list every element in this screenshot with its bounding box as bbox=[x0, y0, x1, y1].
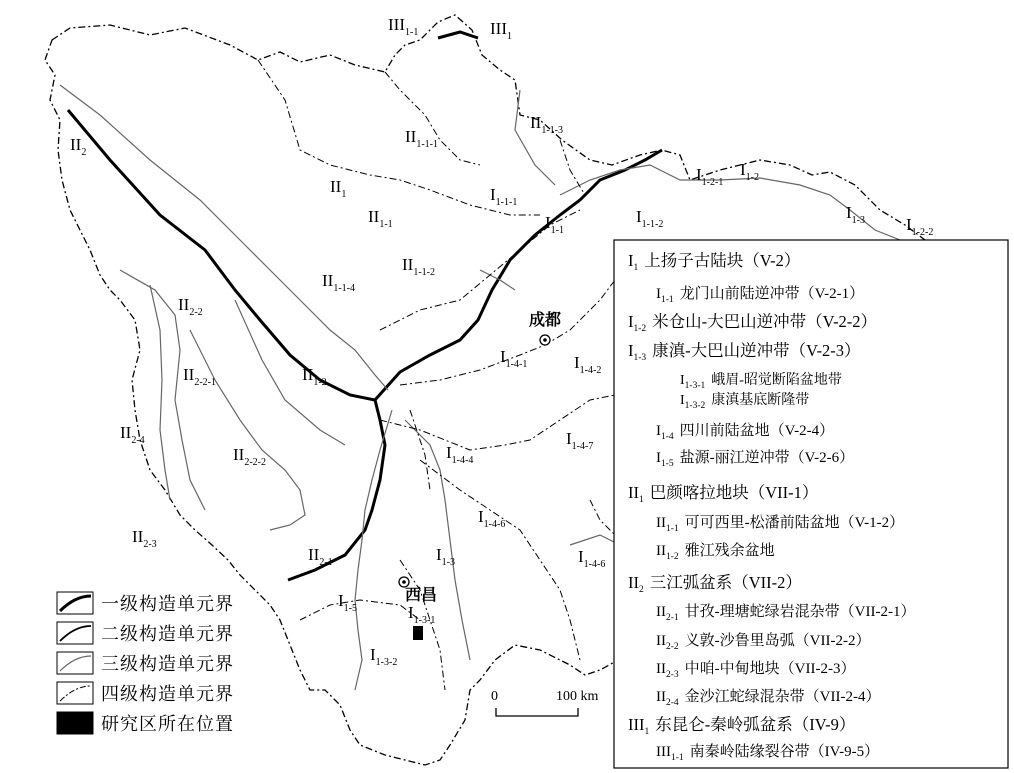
scale-zero: 0 bbox=[491, 689, 498, 704]
key-entry-I1-3-1: $I_{1-3-1}$ 峨眉-昭觉断陷盆地带 bbox=[680, 373, 842, 391]
key-entry-I1-3: $I_{1-3}$ 康滇-大巴山逆冲带（V-2-3） bbox=[628, 341, 861, 363]
level1-boundary-north bbox=[438, 32, 478, 38]
unit-label-I1-4-6: $I_{1-4-6}$ bbox=[478, 507, 506, 530]
key-entry-III1-1: $III_{1-1}$ 南秦岭陆缘裂谷带（IV-9-5） bbox=[656, 744, 880, 763]
unit-label-I1-2-2: $I_{1-2-2}$ bbox=[906, 215, 934, 238]
key-entry-II2-1: $II_{2-1}$ 甘孜-理塘蛇绿岩混杂带（VII-2-1） bbox=[656, 604, 916, 623]
key-entry-III1: $III_1$ 东昆仑-秦岭弧盆系（IV-9） bbox=[628, 715, 856, 737]
unit-label-I1-3-2: $I_{1-3-2}$ bbox=[370, 645, 398, 668]
key-entry-II1-1: $II_{1-1}$ 可可西里-松潘前陆盆地（V-1-2） bbox=[656, 515, 905, 534]
legend bbox=[57, 592, 234, 734]
key-entry-II2-2: $II_{2-2}$ 义敦-沙鲁里岛弧（VII-2-2） bbox=[656, 633, 871, 652]
scale-length: 100 km bbox=[556, 689, 599, 704]
unit-label-II2-2-1: $II_{2-2-1}$ bbox=[183, 365, 216, 388]
legend-label-level3: 三级构造单元界 bbox=[101, 654, 234, 674]
unit-label-I1-1-1: $I_{1-1-1}$ bbox=[490, 185, 518, 208]
legend-label-level2: 二级构造单元界 bbox=[101, 624, 234, 644]
unit-label-I1-4-6-b: $I_{1-4-6}$ bbox=[578, 547, 606, 570]
unit-label-II1-1-1: $II_{1-1-1}$ bbox=[405, 127, 438, 150]
unit-label-II2-3: $II_{2-3}$ bbox=[132, 527, 157, 550]
key-entry-II2: $II_2$ 三江弧盆系（VII-2） bbox=[628, 573, 802, 595]
city-chengdu bbox=[529, 311, 561, 345]
legend-label-study-area: 研究区所在位置 bbox=[101, 714, 234, 734]
key-entry-I1-1: $I_{1-1}$ 龙门山前陆逆冲带（V-2-1） bbox=[656, 286, 865, 305]
city-xichang bbox=[399, 577, 437, 604]
unit-label-I1-4-2: $I_{1-4-2}$ bbox=[574, 353, 602, 376]
unit-label-I1-1-2: $I_{1-1-2}$ bbox=[636, 207, 664, 230]
key-entry-I1-3-2: $I_{1-3-2}$ 康滇基底断隆带 bbox=[680, 393, 810, 411]
unit-label-II1-2: $II_{1-2}$ bbox=[302, 365, 327, 388]
city-label-xichang: 西昌 bbox=[405, 587, 438, 604]
unit-label-I1-4-7: $I_{1-4-7}$ bbox=[566, 429, 594, 452]
study-area-marker bbox=[413, 626, 423, 640]
unit-label-II2-2-2: $II_{2-2-2}$ bbox=[233, 445, 266, 468]
unit-label-II1-1-3: $II_{1-1-3}$ bbox=[530, 113, 563, 136]
unit-label-II1-1-4: $II_{1-1-4}$ bbox=[322, 271, 355, 294]
unit-label-II1-1: $II_{1-1}$ bbox=[368, 207, 393, 230]
unit-label-II2: $II_2$ bbox=[70, 135, 87, 158]
unit-label-I1-3: $I_{1-3}$ bbox=[436, 545, 456, 568]
unit-label-III1-right: $III_1$ bbox=[490, 19, 512, 42]
unit-label-I1-2: $I_{1-2}$ bbox=[740, 160, 760, 183]
key-entry-I1-4: $I_{1-4}$ 四川前陆盆地（V-2-4） bbox=[656, 423, 835, 442]
key-entry-II2-4: $II_{2-4}$ 金沙江蛇绿混杂带（VII-2-4） bbox=[656, 689, 881, 708]
unit-label-II2-4: $II_{2-4}$ bbox=[120, 423, 145, 446]
unit-label-I1-2-1: $I_{1-2-1}$ bbox=[696, 165, 724, 188]
city-label-chengdu: 成都 bbox=[529, 312, 562, 329]
key-entry-I1: $I_1$ 上扬子古陆块（V-2） bbox=[628, 251, 801, 273]
unit-label-II1-1-2: $II_{1-1-2}$ bbox=[402, 255, 435, 278]
unit-label-II1: $II_1$ bbox=[330, 177, 347, 200]
key-entry-II1-2: $II_{1-2}$ 雅江残余盆地 bbox=[656, 543, 775, 562]
unit-label-II2-1: $II_{2-1}$ bbox=[308, 545, 333, 568]
scale-bar bbox=[491, 689, 599, 716]
unit-label-I1-4-1: $I_{1-4-1}$ bbox=[500, 347, 528, 370]
unit-label-II2-2: $II_{2-2}$ bbox=[178, 295, 203, 318]
unit-label-I1-4-4: $I_{1-4-4}$ bbox=[446, 443, 474, 466]
key-entry-II1: $II_1$ 巴颜喀拉地块（VII-1） bbox=[628, 483, 819, 505]
unit-label-I1-1: $I_{1-1}$ bbox=[545, 213, 565, 236]
unit-label-I1-3-1: $I_{1-3-1}$ bbox=[408, 603, 436, 626]
key-entry-I1-5: $I_{1-5}$ 盐源-丽江逆冲带（V-2-6） bbox=[656, 450, 855, 469]
unit-label-I1-3-top: $I_{1-3}$ bbox=[846, 203, 866, 226]
legend-label-level1: 一级构造单元界 bbox=[101, 594, 234, 614]
key-entry-I1-2: $I_{1-2}$ 米仓山-大巴山逆冲带（V-2-2） bbox=[628, 312, 878, 334]
unit-label-I1-5: $I_{1-5}$ bbox=[338, 591, 358, 614]
unit-label-III1-1-left: $III_{1-1}$ bbox=[388, 15, 419, 38]
key-entry-II2-3: $II_{2-3}$ 中咱-中甸地块（VII-2-3） bbox=[656, 661, 856, 680]
legend-label-level4: 四级构造单元界 bbox=[101, 684, 234, 704]
